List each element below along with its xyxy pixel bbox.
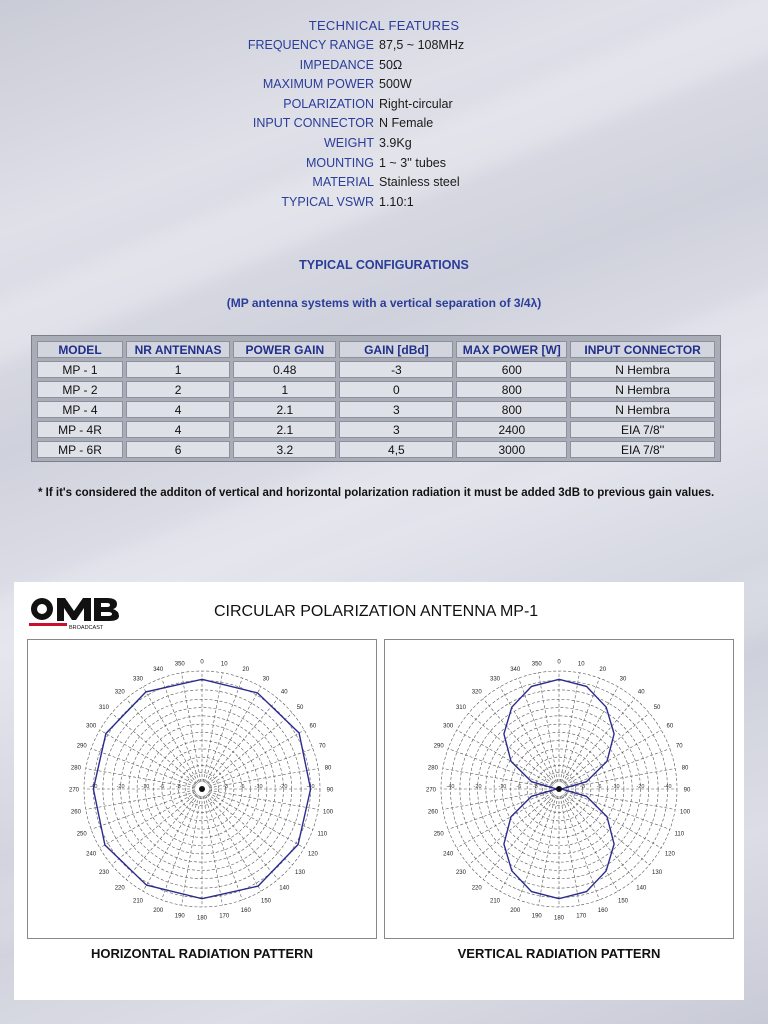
radial-label: -10 [141, 784, 150, 790]
vertical-pattern-chart [384, 639, 734, 939]
grid-spoke [207, 794, 278, 879]
angle-label: 300 [86, 723, 97, 730]
grid-spoke [203, 673, 222, 782]
grid-spoke [126, 699, 197, 784]
grid-spoke [563, 795, 618, 891]
table-cell: 2.1 [233, 401, 336, 418]
table-cell: MP - 6R [37, 441, 123, 458]
table-cell: N Hembra [570, 401, 715, 418]
angle-label: 110 [674, 831, 685, 838]
angle-label: 150 [260, 898, 272, 905]
table-row [37, 421, 715, 438]
angle-label: 330 [132, 676, 144, 683]
angle-label: 190 [531, 913, 542, 920]
feature-value: 500W [379, 77, 412, 92]
grid-spoke [483, 699, 554, 784]
grid-spoke [469, 713, 554, 784]
angle-label: 330 [489, 676, 501, 683]
angle-label: 260 [427, 809, 438, 816]
radial-label: -20 [473, 784, 482, 790]
grid-spoke [206, 687, 261, 783]
table-cell: EIA 7/8'' [570, 421, 715, 438]
horizontal-pattern-svg [28, 640, 376, 938]
grid-spoke [207, 713, 292, 784]
feature-row [0, 75, 768, 95]
grid-spoke [564, 713, 649, 784]
feature-label: IMPEDANCE [299, 57, 374, 72]
angle-label: 350 [174, 661, 185, 668]
table-cell: 4,5 [339, 441, 453, 458]
angle-label: 80 [324, 765, 332, 772]
angle-label: 170 [576, 913, 587, 920]
pattern-center [199, 786, 205, 792]
table-cell: N Hembra [570, 381, 715, 398]
angle-label: 50 [653, 705, 661, 712]
angle-label: 250 [433, 831, 444, 838]
angle-label: 350 [531, 661, 542, 668]
angle-label: 230 [98, 869, 109, 876]
angle-label: 320 [471, 689, 482, 696]
logo-subtitle: BROADCAST [69, 625, 104, 631]
grid-spoke [560, 796, 579, 905]
grid-spoke [539, 796, 558, 905]
angle-label: 280 [70, 765, 81, 772]
grid-spoke [203, 796, 222, 905]
grid-spoke [483, 794, 554, 879]
feature-row [0, 154, 768, 174]
table-cell: 800 [456, 401, 567, 418]
angle-label: 140 [636, 885, 647, 892]
radial-label: -3 [580, 784, 586, 790]
angle-label: 90 [683, 787, 691, 794]
angle-label: 200 [153, 907, 164, 914]
grid-spoke [100, 730, 196, 785]
table-header-cell: MAX POWER [W] [456, 341, 567, 358]
angle-label: 0 [557, 659, 561, 666]
grid-spoke [91, 791, 195, 829]
angle-label: 290 [433, 743, 444, 750]
feature-row [0, 173, 768, 193]
angle-label: 20 [599, 667, 607, 674]
horizontal-pattern-caption: HORIZONTAL RADIATION PATTERN [91, 946, 313, 961]
angle-label: 310 [98, 705, 109, 712]
table-row [37, 441, 715, 458]
grid-spoke [143, 795, 198, 891]
table-cell: 4 [126, 401, 230, 418]
table-cell: 0.48 [233, 361, 336, 378]
angle-label: 130 [295, 869, 306, 876]
radial-label: -20 [116, 784, 125, 790]
radiation-pattern-panel [14, 582, 744, 1000]
angle-label: 160 [597, 907, 608, 914]
grid-spoke [563, 687, 618, 783]
angle-label: 150 [617, 898, 629, 905]
angle-label: 30 [262, 676, 270, 683]
table-cell: MP - 4 [37, 401, 123, 418]
table-cell: 3 [339, 421, 453, 438]
feature-label: FREQUENCY RANGE [247, 38, 374, 52]
grid-spoke [182, 673, 201, 782]
feature-label: MATERIAL [312, 175, 374, 190]
feature-row [0, 95, 768, 115]
feature-label: WEIGHT [324, 135, 374, 150]
table-cell: 1 [233, 381, 336, 398]
grid-spoke [112, 794, 197, 865]
omb-logo [27, 593, 123, 633]
radial-label: -6 [596, 784, 602, 790]
radial-label: -40 [306, 784, 315, 790]
angle-label: 160 [240, 907, 251, 914]
angle-label: 40 [280, 689, 288, 696]
table-cell: 4 [126, 421, 230, 438]
table-cell: -3 [339, 361, 453, 378]
radial-label: -40 [89, 784, 98, 790]
radial-label: -3 [532, 784, 538, 790]
grid-spoke [564, 794, 649, 865]
grid-spoke [100, 793, 196, 848]
grid-spoke [539, 673, 558, 782]
feature-label: TYPICAL VSWR [281, 194, 374, 209]
angle-label: 260 [70, 809, 81, 816]
grid-spoke [208, 730, 304, 785]
table-cell: 2 [126, 381, 230, 398]
configurations-subtitle: (MP antenna systems with a vertical separation of 3/4λ) [226, 296, 542, 310]
grid-spoke [443, 790, 552, 809]
grid-spoke [91, 749, 195, 787]
grid-spoke [566, 790, 675, 809]
angle-label: 30 [619, 676, 627, 683]
feature-label: INPUT CONNECTOR [252, 116, 374, 131]
table-cell: 800 [456, 381, 567, 398]
angle-label: 80 [681, 765, 689, 772]
features-title: TECHNICAL FEATURES [308, 18, 460, 33]
angle-label: 100 [680, 809, 691, 816]
table-cell: 2.1 [233, 421, 336, 438]
feature-value: Right-circular [379, 96, 453, 111]
table-cell: EIA 7/8'' [570, 441, 715, 458]
angle-label: 120 [307, 851, 318, 858]
feature-label: MAXIMUM POWER [262, 77, 374, 92]
table-cell: MP - 1 [37, 361, 123, 378]
angle-label: 60 [309, 723, 317, 730]
feature-label: POLARIZATION [283, 96, 374, 111]
feature-label: MOUNTING [305, 155, 374, 170]
radial-label: -40 [446, 784, 455, 790]
angle-label: 10 [577, 661, 585, 668]
angle-label: 60 [666, 723, 674, 730]
angle-label: 50 [296, 705, 304, 712]
angle-label: 210 [132, 898, 144, 905]
table-row [37, 381, 715, 398]
radial-label: -10 [254, 784, 263, 790]
table-header-cell: GAIN [dBd] [339, 341, 453, 358]
angle-label: 240 [86, 851, 97, 858]
grid-spoke [206, 795, 261, 891]
table-cell: 3 [339, 401, 453, 418]
radial-label: -40 [663, 784, 672, 790]
grid-spoke [207, 794, 292, 865]
grid-spoke [162, 796, 200, 900]
angle-label: 110 [317, 831, 328, 838]
table-header-cell: NR ANTENNAS [126, 341, 230, 358]
radial-label: -10 [611, 784, 620, 790]
angle-label: 320 [114, 689, 125, 696]
feature-value: N Female [379, 116, 434, 131]
table-row [37, 401, 715, 418]
radial-label: -20 [279, 784, 288, 790]
feature-value: Stainless steel [379, 175, 460, 190]
grid-spoke [566, 791, 670, 829]
angle-label: 270 [68, 787, 80, 794]
grid-spoke [208, 793, 304, 848]
angle-label: 270 [425, 787, 437, 794]
table-cell: N Hembra [570, 361, 715, 378]
grid-spoke [143, 687, 198, 783]
grid-spoke [209, 749, 313, 787]
grid-spoke [209, 791, 313, 829]
angle-label: 220 [471, 885, 482, 892]
angle-label: 20 [242, 667, 250, 674]
pattern-center [556, 786, 562, 792]
radial-label: -20 [636, 784, 645, 790]
radial-label: -10 [498, 784, 507, 790]
table-cell: 3000 [456, 441, 567, 458]
table-cell: MP - 4R [37, 421, 123, 438]
angle-label: 240 [443, 851, 454, 858]
feature-value: 50Ω [379, 57, 403, 72]
grid-spoke [86, 790, 195, 809]
angle-label: 230 [455, 869, 466, 876]
angle-label: 40 [637, 689, 645, 696]
feature-row [0, 193, 768, 213]
gain-note: * If it's considered the additon of vertical and horizontal polarization radiation it must be added 3dB to previous gain values. [38, 487, 715, 499]
technical-features [0, 16, 768, 212]
grid-spoke [448, 791, 552, 829]
table-cell: 6 [126, 441, 230, 458]
angle-label: 0 [200, 659, 204, 666]
angle-label: 130 [652, 869, 663, 876]
grid-spoke [209, 790, 318, 809]
grid-spoke [204, 796, 242, 900]
table-cell: 0 [339, 381, 453, 398]
grid-spoke [500, 687, 555, 783]
horizontal-pattern-chart [27, 639, 377, 939]
angle-label: 90 [326, 787, 334, 794]
grid-spoke [448, 749, 552, 787]
configurations-table [34, 338, 718, 461]
feature-value: 87,5 ~ 108MHz [379, 38, 465, 52]
angle-label: 300 [443, 723, 454, 730]
vertical-pattern-caption: VERTICAL RADIATION PATTERN [457, 946, 661, 961]
angle-label: 140 [279, 885, 290, 892]
angle-label: 340 [510, 667, 521, 674]
angle-label: 100 [323, 809, 334, 816]
grid-spoke [564, 794, 635, 879]
angle-label: 190 [174, 913, 185, 920]
angle-label: 220 [114, 885, 125, 892]
grid-spoke [204, 678, 242, 782]
panel-title: CIRCULAR POLARIZATION ANTENNA MP-1 [214, 603, 539, 620]
grid-spoke [560, 673, 579, 782]
feature-value: 3.9Kg [379, 135, 412, 150]
angle-label: 70 [318, 743, 326, 750]
table-cell: 2400 [456, 421, 567, 438]
radial-label: -3 [175, 784, 181, 790]
table-cell: 600 [456, 361, 567, 378]
table-row [37, 361, 715, 378]
feature-value: 1.10:1 [379, 194, 414, 209]
grid-spoke [500, 795, 555, 891]
grid-spoke [162, 678, 200, 782]
angle-label: 10 [220, 661, 228, 668]
angle-label: 180 [553, 915, 565, 922]
feature-row [0, 114, 768, 134]
radial-label: -6 [159, 784, 165, 790]
feature-row [0, 36, 768, 56]
angle-label: 180 [196, 915, 208, 922]
angle-label: 280 [427, 765, 438, 772]
angle-label: 340 [153, 667, 164, 674]
table-header-row [37, 341, 715, 358]
angle-label: 170 [219, 913, 230, 920]
grid-spoke [112, 713, 197, 784]
feature-row [0, 134, 768, 154]
angle-label: 250 [76, 831, 87, 838]
table-header-cell: MODEL [37, 341, 123, 358]
angle-label: 290 [76, 743, 87, 750]
radial-label: -3 [223, 784, 229, 790]
configurations-title: TYPICAL CONFIGURATIONS [299, 258, 469, 272]
table-cell: 1 [126, 361, 230, 378]
radial-label: -6 [516, 784, 522, 790]
table-cell: 3.2 [233, 441, 336, 458]
angle-label: 70 [675, 743, 683, 750]
table-cell: MP - 2 [37, 381, 123, 398]
radial-label: -6 [239, 784, 245, 790]
angle-label: 200 [510, 907, 521, 914]
angle-label: 210 [489, 898, 501, 905]
grid-spoke [207, 699, 278, 784]
grid-spoke [566, 749, 670, 787]
grid-spoke [126, 794, 197, 879]
grid-spoke [469, 794, 554, 865]
configurations-table-frame [31, 335, 721, 462]
table-header-cell: POWER GAIN [233, 341, 336, 358]
vertical-pattern-svg [385, 640, 733, 938]
feature-value: 1 ~ 3'' tubes [379, 155, 446, 170]
angle-label: 120 [664, 851, 675, 858]
grid-spoke [182, 796, 201, 905]
features-list [0, 36, 768, 212]
grid-spoke [564, 699, 635, 784]
table-body [37, 361, 715, 458]
table-header-cell: INPUT CONNECTOR [570, 341, 715, 358]
feature-row [0, 56, 768, 76]
angle-label: 310 [455, 705, 466, 712]
